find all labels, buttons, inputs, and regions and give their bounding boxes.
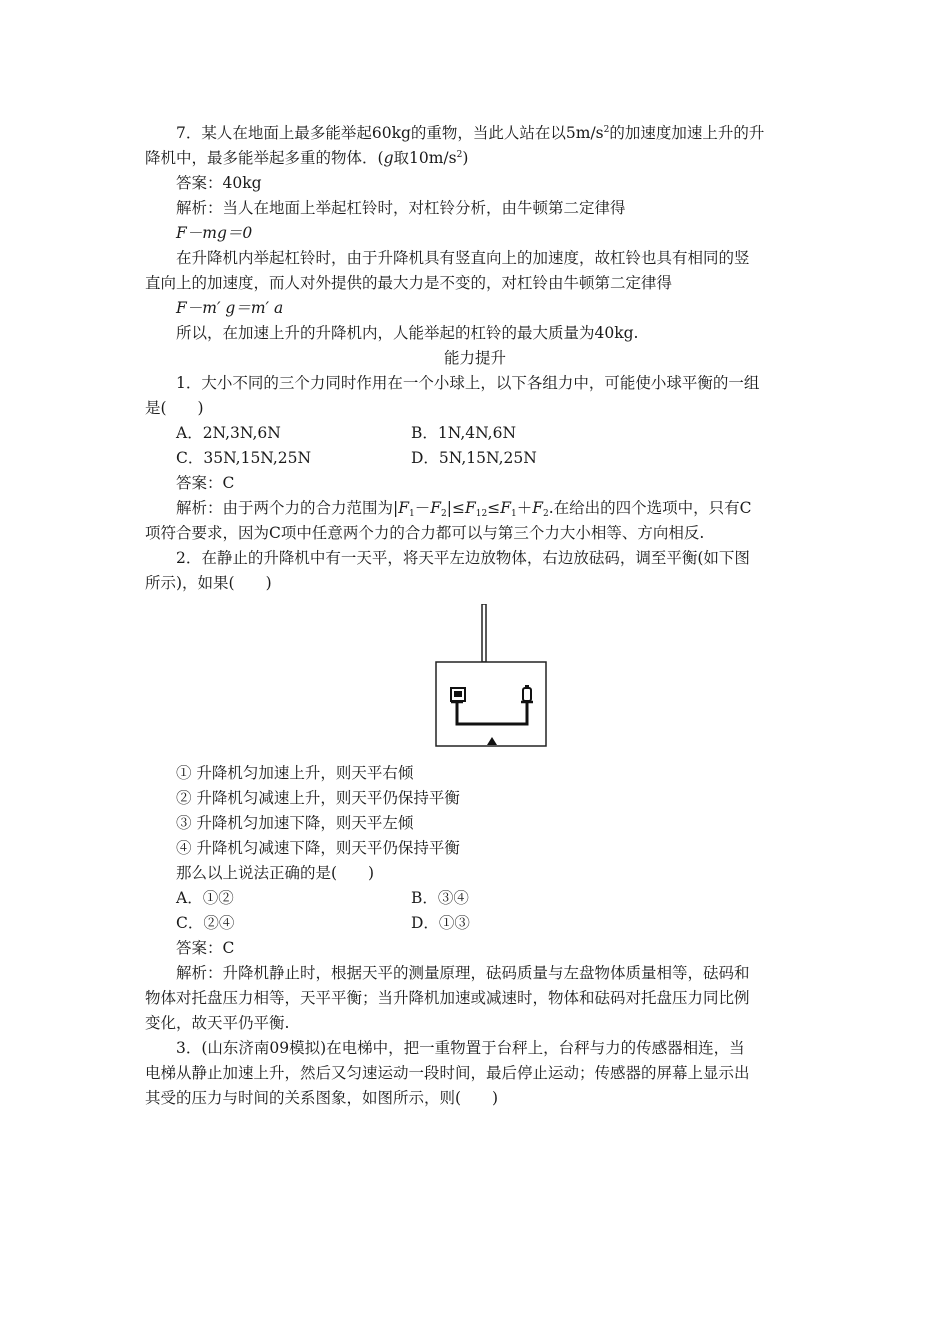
- q7-line-1: 7．某人在地面上最多能举起60kg的重物，当此人站在以$5m/s^2$的加速度加速上升的升: [176, 124, 765, 142]
- q7-analysis-1: 解析：当人在地面上举起杠铃时，对杠铃分析，由牛顿第二定律得: [176, 199, 626, 217]
- q7-analysis-2b: 直向上的加速度，而人对外提供的最大力是不变的，对杠铃由牛顿第二定律得: [145, 274, 673, 292]
- p2-statement-4: ④ 升降机匀减速下降，则天平仍保持平衡: [176, 839, 460, 857]
- p1-option-d: D．5N,15N,25N: [411, 449, 537, 467]
- p2-option-a: A．①②: [176, 889, 234, 907]
- p1-line-2: 是( ): [145, 399, 204, 417]
- q7-answer: 答案：40kg: [176, 174, 262, 192]
- p3-line-1: 3．(山东济南09模拟)在电梯中，把一重物置于台秤上，台秤与力的传感器相连，当: [176, 1039, 745, 1057]
- object-mark: [454, 691, 462, 697]
- elevator-cable: [482, 604, 486, 662]
- p1-analysis-1: 解析：由于两个力的合力范围为$|F_1-F_2|\le F_{12}\le F_1+F_2$.在给出的四个选项中，只有C: [176, 499, 752, 519]
- p2-line-2: 所示)，如果( ): [145, 574, 272, 592]
- q7-conclusion: 所以，在加速上升的升降机内，人能举起的杠铃的最大质量为40kg.: [176, 324, 639, 342]
- q7-analysis-2a: 在升降机内举起杠铃时，由于升降机具有竖直向上的加速度，故杠铃也具有相同的竖: [176, 249, 750, 267]
- p2-analysis-1: 解析：升降机静止时，根据天平的测量原理，砝码质量与左盘物体质量相等，砝码和: [176, 964, 750, 982]
- p2-statement-2: ② 升降机匀减速上升，则天平仍保持平衡: [176, 789, 460, 807]
- p1-analysis-2: 项符合要求，因为C项中任意两个力的合力都可以与第三个力大小相等、方向相反.: [145, 524, 705, 542]
- p1-option-c: C．35N,15N,25N: [176, 449, 312, 467]
- section-title: 能力提升: [443, 349, 506, 367]
- q7-equation-1: F－mg＝0: [176, 224, 253, 242]
- p2-statement-1: ① 升降机匀加速上升，则天平右倾: [176, 764, 414, 782]
- q7-equation-2: F－m′ g＝m′ a: [176, 299, 284, 317]
- p2-line-1: 2．在静止的升降机中有一天平，将天平左边放物体，右边放砝码，调至平衡(如下图: [176, 549, 750, 567]
- p1-option-b: B．1N,4N,6N: [411, 424, 517, 442]
- q7-line-2: 降机中，最多能举起多重的物体．(g取$10m/s^2$): [145, 149, 469, 167]
- p2-option-d: D．①③: [411, 914, 470, 932]
- p2-analysis-2: 物体对托盘压力相等，天平平衡；当升降机加速或减速时，物体和砝码对托盘压力同比例: [145, 989, 750, 1007]
- weight-on-right-pan: [523, 688, 531, 701]
- p2-option-b: B．③④: [411, 889, 469, 907]
- p2-prompt: 那么以上说法正确的是( ): [176, 864, 375, 882]
- p2-statement-3: ③ 升降机匀加速下降，则天平左倾: [176, 814, 414, 832]
- elevator-car: [436, 662, 546, 746]
- weight-knob: [525, 685, 529, 689]
- p2-analysis-3: 变化，故天平仍平衡.: [145, 1014, 290, 1032]
- p3-line-3: 其受的压力与时间的关系图象，如图所示，则( ): [145, 1089, 499, 1107]
- p3-line-2: 电梯从静止加速上升，然后又匀速运动一段时间，最后停止运动；传感器的屏幕上显示出: [145, 1064, 750, 1082]
- p1-option-a: A．2N,3N,6N: [176, 424, 281, 442]
- elevator-balance-figure: [435, 604, 547, 750]
- p1-line-1: 1．大小不同的三个力同时作用在一个小球上，以下各组力中，可能使小球平衡的一组: [176, 374, 760, 392]
- p2-answer: 答案：C: [176, 939, 235, 957]
- p2-option-c: C．②④: [176, 914, 235, 932]
- p1-answer: 答案：C: [176, 474, 235, 492]
